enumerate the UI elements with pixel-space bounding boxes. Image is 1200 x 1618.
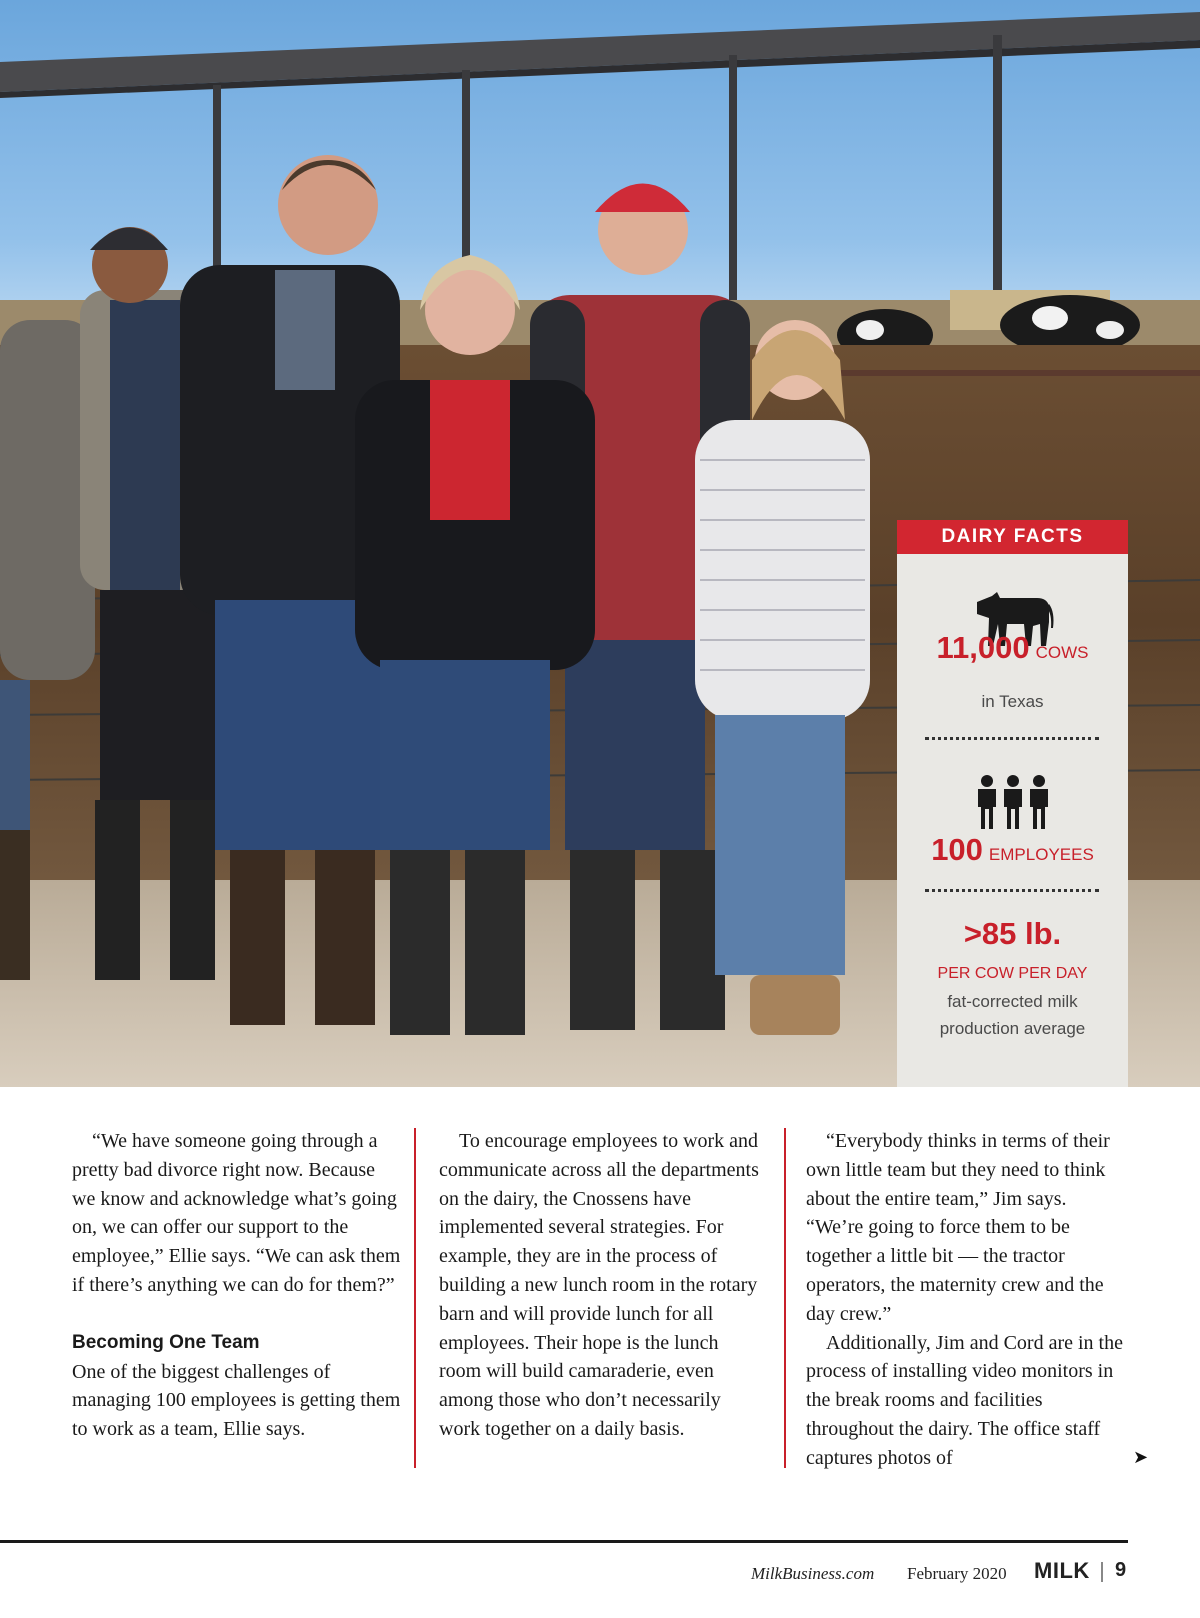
cows-location: in Texas xyxy=(981,692,1044,711)
column-divider xyxy=(414,1128,416,1468)
paragraph: Additionally, Jim and Cord are in the process of installing video monitors in the break rooms and facilities throughout the dairy. The office staff captures photos of xyxy=(806,1331,1123,1469)
milk-value: >85 lb. xyxy=(963,916,1062,951)
article-column-2 xyxy=(439,1127,765,1444)
cows-unit: COWS xyxy=(1035,643,1089,662)
paragraph: “Everybody thinks in terms of their own little team but they need to think about the entire team,” Jim says. “We’re going to force them to be together a little bit — the tractor operators, the maternity crew and the day crew.” xyxy=(806,1130,1110,1325)
employees-fact xyxy=(897,832,1128,868)
milk-description-line2: production average xyxy=(939,1019,1086,1038)
paragraph: To encourage employees to work and communicate across all the departments on the dairy, the Cnossens have implemented several strategies. For example, they are in the process of building a new lunch room in the rotary barn and will provide lunch for all employees. Their hope is the lunch room will build camaraderie, even among those who don’t necessarily work together on a daily basis. xyxy=(439,1130,759,1440)
employees-unit: EMPLOYEES xyxy=(988,845,1094,864)
milk-unit: PER COW PER DAY xyxy=(937,965,1088,982)
dairy-facts-box xyxy=(897,520,1128,1087)
dairy-facts-title: DAIRY FACTS xyxy=(897,520,1128,554)
page-number: 9 xyxy=(1115,1559,1127,1581)
divider-2 xyxy=(925,889,1099,892)
cows-fact xyxy=(897,630,1128,666)
paragraph: “We have someone going through a pretty bad divorce right now. Because we know and acknowledge what’s going on, we can offer our support to the employee,” Ellie says. “We can ask them if there’s anything we can do for them?” xyxy=(72,1130,401,1296)
footer-date: February 2020 xyxy=(907,1564,1007,1583)
article-column-1 xyxy=(72,1127,402,1444)
paragraph: One of the biggest challenges of managing 100 employees is getting them to work as a team, Ellie says. xyxy=(72,1360,401,1441)
footer-magazine-logo: MILK xyxy=(1034,1558,1090,1583)
continue-arrow-icon: ➤ xyxy=(1133,1447,1149,1468)
people-icon xyxy=(897,775,1128,831)
milk-description-line1: fat-corrected milk xyxy=(947,992,1078,1011)
section-heading: Becoming One Team xyxy=(72,1331,260,1353)
footer-website: MilkBusiness.com xyxy=(751,1564,875,1583)
footer-separator xyxy=(1101,1562,1103,1582)
column-divider xyxy=(784,1128,786,1468)
cows-value: 11,000 xyxy=(936,630,1030,665)
divider-1 xyxy=(925,737,1099,740)
footer-rule xyxy=(0,1540,1128,1543)
employees-value: 100 xyxy=(931,832,983,867)
article-column-3 xyxy=(806,1127,1128,1473)
